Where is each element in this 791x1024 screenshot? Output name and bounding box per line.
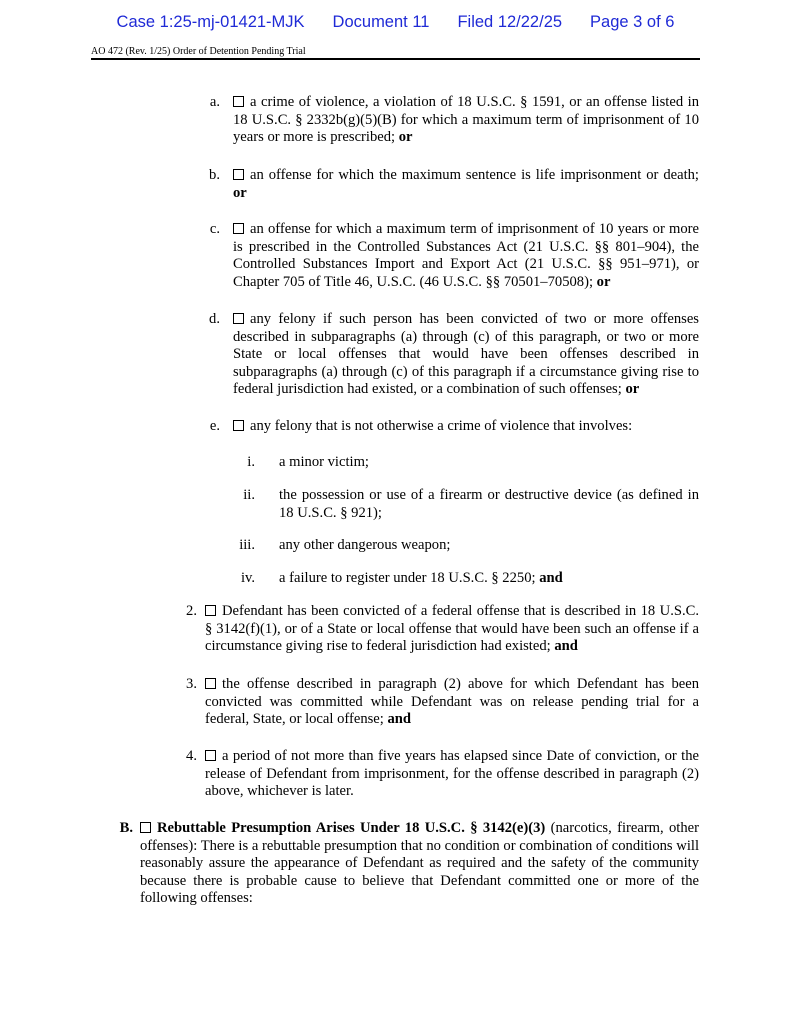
item-conjunction: or [625, 381, 640, 398]
item-text: any other dangerous weapon; [279, 537, 451, 553]
roman-item-iii [239, 537, 699, 555]
item-conjunction: and [539, 570, 563, 586]
document-number: Document 11 [332, 13, 430, 31]
item-text: a failure to register under 18 U.S.C. § 2250; [279, 570, 536, 586]
numbered-item-3 [186, 676, 699, 729]
roman-item-i [247, 454, 699, 472]
item-text: any felony if such person has been convicted of two or more offenses described in subparagraphs (a) through (c) of this paragraph, or two or more State or local offenses that would have been offenses described in subparagraphs (a) through (c) of this paragraph if a circumstance giving rise to federal jurisdiction had existed, or a combination of such offenses; [233, 311, 699, 398]
item-conjunction: and [387, 711, 412, 728]
item-label: c. [209, 221, 220, 237]
item-text: any felony that is not otherwise a crime of violence that involves: [250, 418, 633, 434]
case-number: Case 1:25-mj-01421-MJK [116, 13, 305, 31]
sub-item-a [209, 94, 699, 147]
item-text: a minor victim; [279, 454, 369, 470]
header-rule [91, 58, 700, 60]
section-label: B. [119, 820, 133, 836]
sub-item-c [209, 221, 699, 291]
item-label: a. [209, 94, 220, 110]
page-number: Page 3 of 6 [590, 13, 675, 31]
item-label: 2. [186, 603, 197, 619]
item-conjunction: and [554, 638, 578, 655]
filed-date: Filed 12/22/25 [457, 13, 563, 31]
item-conjunction: or [398, 129, 413, 146]
item-text: an offense for which the maximum sentence is life imprisonment or death; [250, 167, 699, 183]
item-text: the possession or use of a firearm or destructive device (as defined in 18 U.S.C. § 921); [279, 487, 699, 521]
checkbox[interactable] [205, 750, 216, 761]
item-text: a crime of violence, a violation of 18 U.S.C. § 1591, or an offense listed in 18 U.S.C. § 2332b(g)(5)(B) for which a maximum term of imprisonment of 10 years or more is prescribed; [233, 94, 699, 146]
item-label: e. [209, 418, 220, 434]
item-conjunction: or [596, 273, 611, 290]
numbered-item-4 [186, 748, 699, 801]
item-text: an offense for which a maximum term of imprisonment of 10 years or more is prescribed in the Controlled Substances Act (21 U.S.C. §§ 801–904), the Controlled Substances Import and Export Act (21 U.S.C. §§ 951–971), or Chapter 705 of Title 46, U.S.C. (46 U.S.C. §§ 70501–70508); [233, 221, 699, 290]
roman-item-ii [243, 487, 699, 522]
section-heading: Rebuttable Presumption Arises Under 18 U.S.C. § 3142(e)(3) [157, 820, 546, 836]
item-label: b. [209, 167, 220, 183]
item-label: iv. [240, 570, 255, 586]
form-identifier: AO 472 (Rev. 1/25) Order of Detention Pending Trial [91, 46, 306, 57]
checkbox[interactable] [140, 822, 151, 833]
checkbox[interactable] [233, 223, 244, 234]
roman-item-iv [240, 570, 699, 588]
item-label: ii. [243, 487, 255, 503]
sub-item-d [209, 311, 699, 399]
sub-item-b [209, 167, 699, 202]
item-label: 4. [186, 748, 197, 764]
numbered-item-2 [186, 603, 699, 656]
sub-item-e [209, 418, 699, 436]
section-b [119, 820, 699, 908]
item-conjunction: or [233, 184, 247, 201]
case-header-stamp [0, 13, 791, 32]
checkbox[interactable] [233, 313, 244, 324]
item-label: i. [247, 454, 255, 470]
checkbox[interactable] [205, 678, 216, 689]
item-text: the offense described in paragraph (2) above for which Defendant has been convicted was committed while Defendant was on release pending trial for a federal, State, or local offense; [205, 676, 699, 728]
item-label: 3. [186, 676, 197, 692]
checkbox[interactable] [205, 605, 216, 616]
item-label: d. [209, 311, 220, 327]
item-text: a period of not more than five years has elapsed since Date of conviction, or the release of Defendant from imprisonment, for the offense described in paragraph (2) above, whichever is later. [205, 748, 699, 800]
checkbox[interactable] [233, 169, 244, 180]
checkbox[interactable] [233, 420, 244, 431]
checkbox[interactable] [233, 96, 244, 107]
item-text: Defendant has been convicted of a federal offense that is described in 18 U.S.C. § 3142(f)(1), or of a State or local offense that would have been such an offense if a circumstance giving rise to federal jurisdiction had existed; [205, 603, 699, 655]
item-label: iii. [239, 537, 255, 553]
section-text: (narcotics, firearm, other offenses): There is a rebuttable presumption that no condition or combination of conditions will reasonably assure the appearance of Defendant as required and the safety of the community because there is probable cause to believe that Defendant committed one or more of the following offenses: [140, 820, 699, 907]
